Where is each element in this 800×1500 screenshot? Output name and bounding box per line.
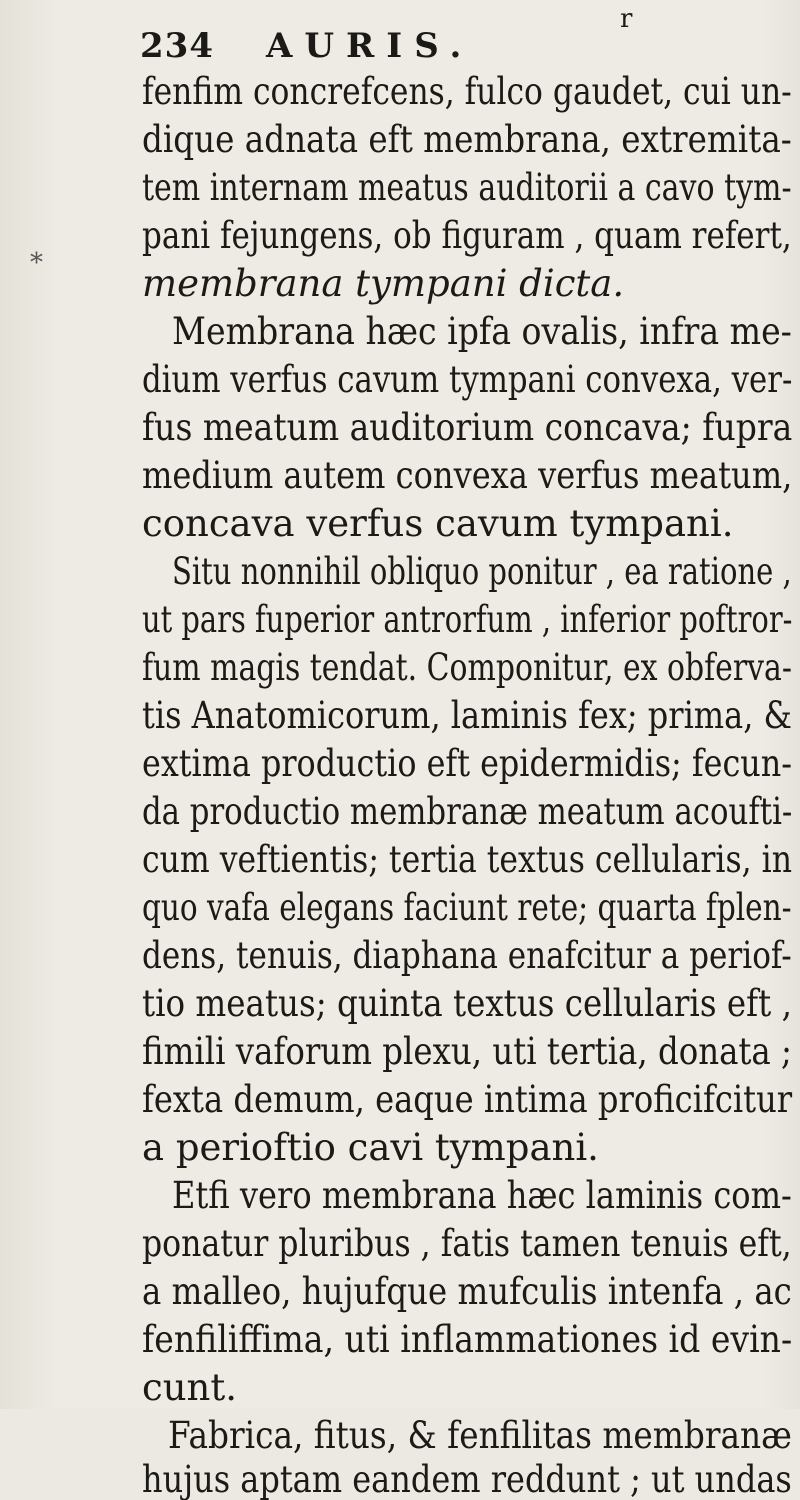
text-line: quo vafa elegans faciunt rete; quarta fplen- [142, 886, 792, 929]
text-line: tem internam meatus auditorii a cavo tym- [142, 166, 792, 209]
text-line: medium autem convexa verfus meatum, [142, 454, 793, 497]
running-title: AURIS. [266, 26, 474, 66]
text-line: dens, tenuis, diaphana enafcitur a periof- [142, 934, 792, 977]
text-line: dique adnata eft membrana, extremita- [142, 118, 792, 161]
text-line: membrana tympani dicta. [142, 262, 625, 305]
text-line: Fabrica, fitus, & fenfilitas membranæ [168, 1414, 792, 1457]
margin-mark: * [30, 248, 43, 278]
text-line: fimili vaforum plexu, uti tertia, donata ; [142, 1030, 792, 1073]
text-line: da productio membranæ meatum acoufti- [142, 790, 793, 833]
text-line: Membrana hæc ipfa ovalis, infra me- [172, 310, 792, 353]
text-line: extima productio eft epidermidis; fecun- [142, 742, 793, 785]
text-line: fum magis tendat. Componitur, ex obferva- [142, 646, 792, 689]
text-line: ponatur pluribus , fatis tamen tenuis eft, [142, 1222, 792, 1265]
page-header [140, 4, 700, 66]
page-number: 234 [140, 26, 214, 66]
text-line: pani fejungens, ob figuram , quam refert, [142, 214, 792, 257]
text-line: cunt. [142, 1366, 238, 1409]
text-line: a malleo, hujufque mufculis intenfa , ac [142, 1270, 792, 1313]
text-line: tis Anatomicorum, laminis fex; prima, & [142, 694, 793, 737]
text-line: Etfi vero membrana hæc laminis com- [172, 1174, 792, 1217]
text-line: fenfim concrefcens, fulco gaudet, cui un- [142, 70, 792, 113]
text-line: fexta demum, eaque intima proficifcitur [142, 1078, 793, 1121]
corner-mark: r [620, 4, 634, 34]
text-line: hujus aptam eandem reddunt ; ut undas [142, 1460, 792, 1500]
text-line: tio meatus; quinta textus cellularis eft , [142, 982, 792, 1025]
text-line: fus meatum auditorium concava; fupra [142, 406, 793, 449]
text-line: a perioftio cavi tympani. [142, 1126, 599, 1169]
text-line: Situ nonnihil obliquo ponitur , ea ratione , [172, 550, 792, 593]
text-line: ut pars fuperior antrorfum , inferior poftror- [142, 598, 793, 641]
text-line: cum veftientis; tertia textus cellularis, in [142, 838, 793, 881]
text-line: concava verfus cavum tympani. [142, 502, 734, 545]
text-line: dium verfus cavum tympani convexa, ver- [142, 358, 793, 401]
text-line: fenfiliffima, uti inflammationes id evin- [142, 1318, 793, 1361]
